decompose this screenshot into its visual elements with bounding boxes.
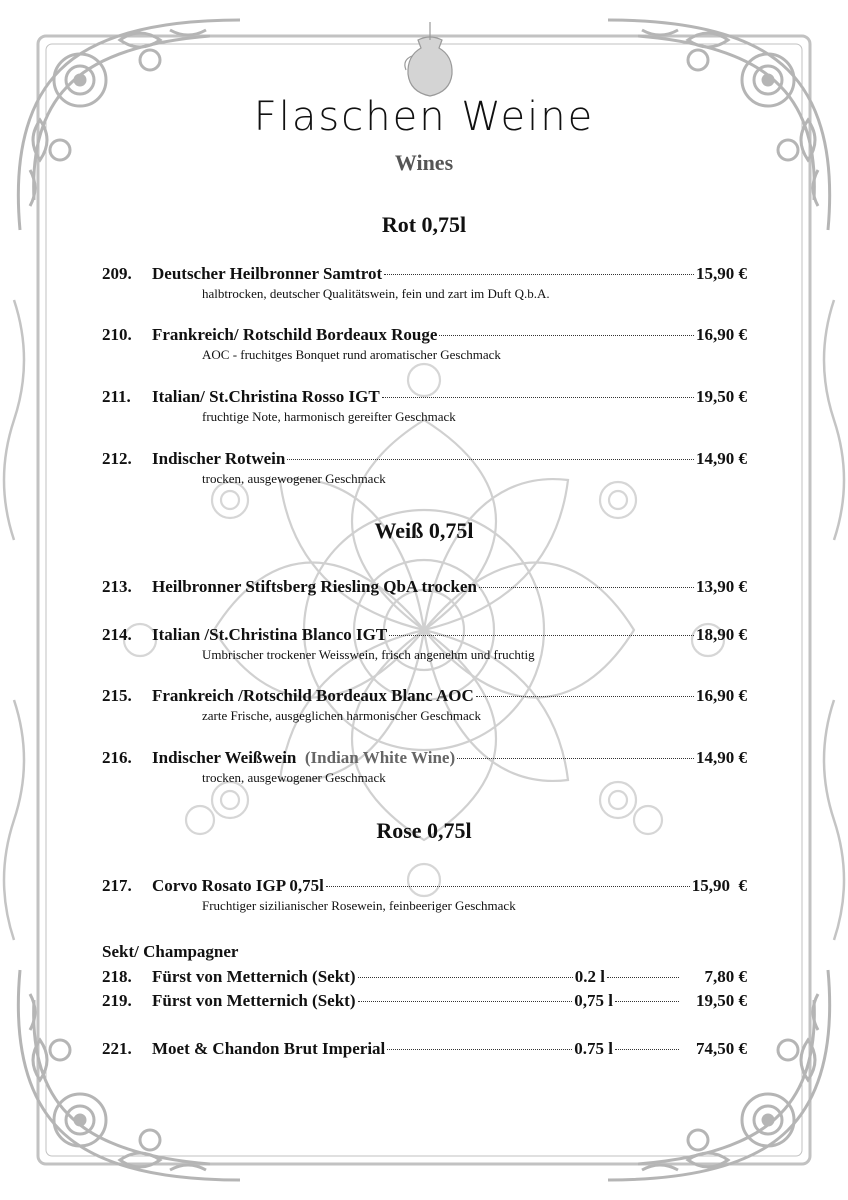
item-description: trocken, ausgewogener Geschmack [202, 471, 386, 486]
item-price: 7,80 € [704, 967, 747, 986]
section-heading-sekt: Sekt/ Champagner [102, 942, 239, 961]
menu-item-215 [102, 686, 747, 724]
item-name: Italian/ St.Christina Rosso IGT [152, 387, 380, 406]
item-price: 13,90 € [696, 577, 747, 596]
leader-dots [384, 274, 694, 275]
item-description: Fruchtiger sizilianischer Rosewein, feinbeeriger Geschmack [202, 898, 516, 913]
item-volume: 0.75 l [574, 1039, 613, 1058]
item-name: Indischer Rotwein [152, 449, 286, 468]
item-name: Moet & Chandon Brut Imperial [152, 1039, 386, 1058]
item-name: Deutscher Heilbronner Samtrot [152, 264, 383, 283]
item-price: 19,50 € [696, 387, 747, 406]
item-description: fruchtige Note, harmonisch gereifter Geschmack [202, 409, 456, 424]
item-price: 74,50 € [696, 1039, 747, 1058]
leader-dots [382, 397, 694, 398]
item-name: Italian /St.Christina Blanco IGT [152, 625, 388, 644]
item-description: halbtrocken, deutscher Qualitätswein, fein und zart im Duft Q.b.A. [202, 286, 550, 301]
leader-dots [607, 977, 679, 978]
menu-item-214 [102, 625, 747, 663]
leader-dots [287, 459, 694, 460]
leader-dots [358, 977, 573, 978]
item-volume: 0,75 l [574, 991, 613, 1010]
item-price: 14,90 € [696, 449, 747, 468]
menu-item-217 [102, 876, 747, 914]
item-number: 219. [102, 991, 132, 1010]
menu-item-212 [102, 449, 747, 487]
leader-dots [326, 886, 690, 887]
item-price: 15,90 € [696, 264, 747, 283]
item-name: Heilbronner Stiftsberg Riesling QbA trocken [152, 577, 477, 596]
item-description: zarte Frische, ausgeglichen harmonischer Geschmack [202, 708, 482, 723]
leader-dots [439, 335, 694, 336]
item-name [152, 748, 455, 768]
menu-item-213 [102, 577, 747, 597]
item-description: trocken, ausgewogener Geschmack [202, 770, 386, 785]
menu-item-221 [102, 1039, 747, 1059]
menu-item-218 [102, 967, 747, 987]
item-number: 209. [102, 264, 132, 283]
item-number: 213. [102, 577, 132, 596]
leader-dots [457, 758, 694, 759]
item-number: 211. [102, 387, 131, 406]
item-number: 215. [102, 686, 132, 705]
section-heading-rot: Rot 0,75l [381, 212, 467, 237]
menu-item-219 [102, 991, 747, 1011]
item-price: 16,90 € [696, 325, 747, 344]
item-name: Frankreich /Rotschild Bordeaux Blanc AOC [152, 686, 474, 705]
item-price: 18,90 € [696, 625, 747, 644]
leader-dots [387, 1049, 572, 1050]
item-number: 221. [102, 1039, 132, 1058]
item-name: Frankreich/ Rotschild Bordeaux Rouge [152, 325, 438, 344]
item-name-main: Indischer Weißwein [152, 748, 297, 767]
item-name-extra: (Indian White Wine) [304, 748, 456, 767]
item-name: Fürst von Metternich (Sekt) [152, 991, 356, 1010]
item-name: Fürst von Metternich (Sekt) [152, 967, 356, 986]
item-description: AOC - fruchitges Bonquet rund aromatischer Geschmack [202, 347, 501, 362]
item-number: 214. [102, 625, 132, 644]
item-number: 212. [102, 449, 132, 468]
menu-item-210 [102, 325, 747, 363]
item-description: Umbrischer trockener Weisswein, frisch angenehm und fruchtig [202, 647, 535, 662]
leader-dots [615, 1049, 679, 1050]
page-subtitle: Wines [394, 150, 454, 175]
item-number: 210. [102, 325, 132, 344]
section-heading-rose: Rose 0,75l [376, 818, 472, 843]
item-number: 217. [102, 876, 132, 895]
item-volume: 0.2 l [574, 967, 605, 986]
item-price: 15,90 € [691, 876, 747, 895]
menu-item-216 [102, 748, 747, 786]
item-price: 16,90 € [696, 686, 747, 705]
leader-dots [615, 1001, 679, 1002]
menu-item-209 [102, 264, 747, 302]
item-price: 14,90 € [696, 748, 747, 767]
leader-dots [389, 635, 694, 636]
item-name: Corvo Rosato IGP 0,75l [152, 876, 324, 895]
page-title: Flaschen Weine [253, 94, 595, 140]
section-heading-weiss: Weiß 0,75l [374, 518, 474, 543]
item-number: 218. [102, 967, 132, 986]
item-price: 19,50 € [696, 991, 747, 1010]
item-number: 216. [102, 748, 132, 767]
leader-dots [358, 1001, 573, 1002]
leader-dots [476, 696, 694, 697]
menu-item-211 [102, 387, 747, 425]
leader-dots [479, 587, 694, 588]
